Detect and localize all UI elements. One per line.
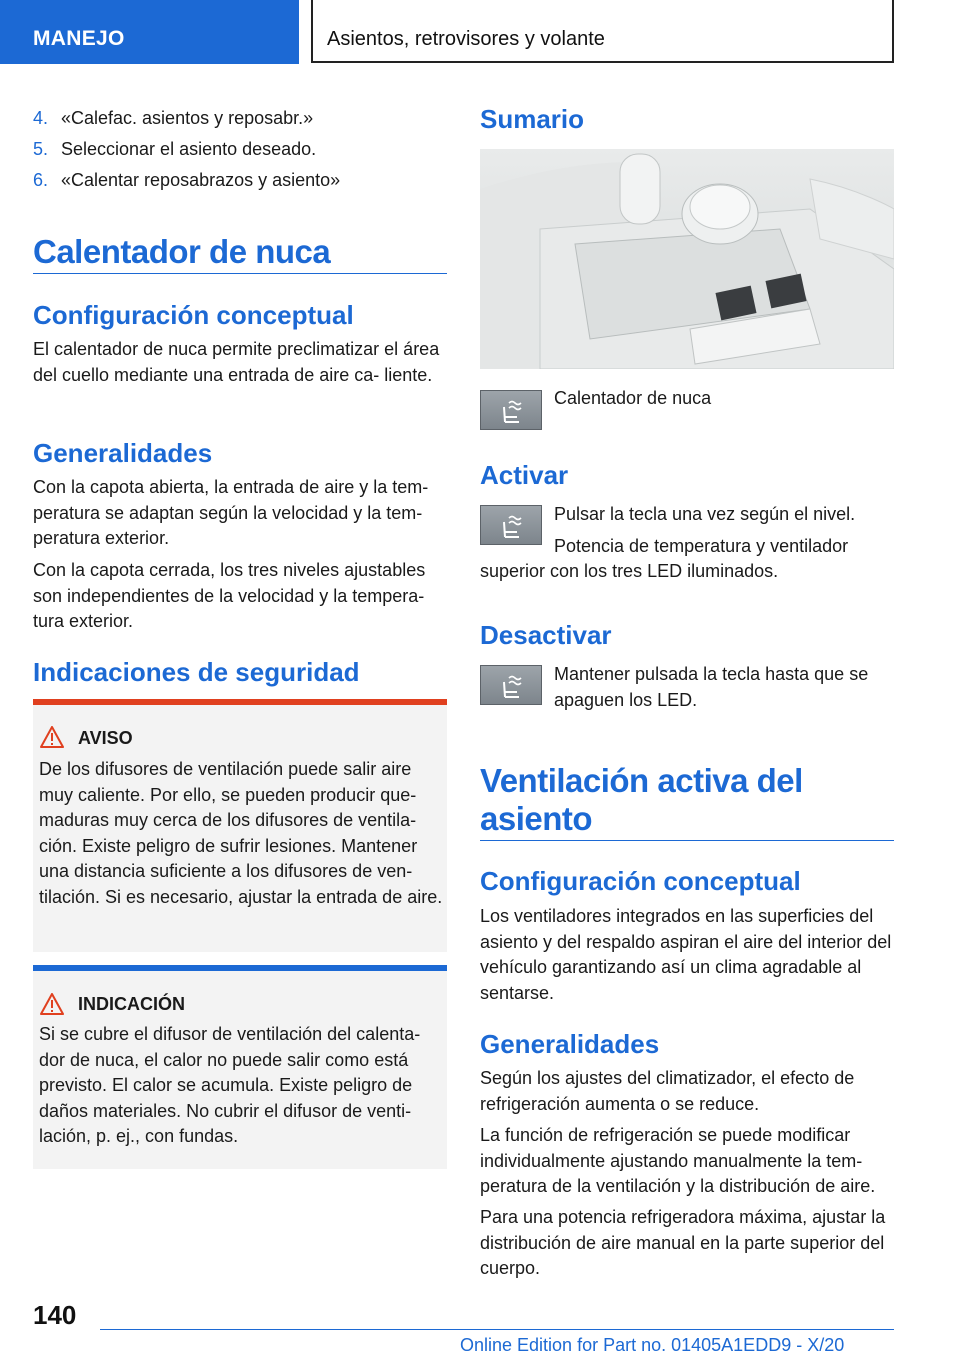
subheading-general: Generalidades — [480, 1029, 660, 1059]
notice-box — [33, 965, 447, 1169]
subheading-safety: Indicaciones de seguridad — [33, 657, 360, 687]
chapter-title: Asientos, retrovisores y volante — [327, 28, 605, 50]
key-caption: Calentador de nuca — [554, 388, 712, 408]
warning-bar — [33, 699, 447, 705]
heading-rule — [480, 840, 894, 841]
subheading-summary: Sumario — [480, 104, 585, 134]
warning-box — [33, 699, 447, 952]
general-paragraph: Con la capota abierta, la entrada de aire y la tem- peratura se adaptan según la velocidad y la tem- peratura exterior. — [33, 477, 429, 548]
subheading-concept: Configuración conceptual — [480, 866, 801, 896]
concept-paragraph: El calentador de nuca permite preclimatizar el área del cuello mediante una entrada de aire ca- liente. — [33, 339, 440, 385]
warning-text: De los difusores de ventilación puede salir aire muy caliente. Por ello, se pueden producir que- maduras muy cerca de los difusores de ventila- ción. Existe peligro de sufrir lesiones. Mantener una distancia suficiente a los difusores de ven- tilación. Si es necesario, ajustar la entrada de aire. — [39, 759, 443, 907]
edition-text: Online Edition for Part no. 01405A1EDD9 - X/20 — [460, 1335, 845, 1355]
step-item — [33, 168, 340, 192]
chapter-tab — [311, 0, 894, 63]
step-text: Seleccionar el asiento deseado. — [61, 139, 317, 159]
section-title: MANEJO — [33, 27, 125, 50]
section-heading: Calentador de nuca — [33, 233, 331, 270]
step-text: «Calentar reposabrazos y asiento» — [61, 170, 341, 190]
page-number: 140 — [33, 1300, 77, 1330]
concept-paragraph: Los ventiladores integrados en las superficies del asiento y del respaldo aspiran el aire del interior del vehículo garantizando así un clima agradable al sentarse. — [480, 906, 892, 1003]
notice-label: INDICACIÓN — [78, 994, 185, 1014]
subheading-activate: Activar — [480, 460, 569, 490]
notice-bar — [33, 965, 447, 971]
notice-text: Si se cubre el difusor de ventilación del calenta- dor de nuca, el calor no puede salir como está previsto. El calor se acumula. Existe peligro de daños materiales. No cubrir el difusor de venti- lación, p. ej., con fundas. — [39, 1024, 421, 1146]
general-paragraph: Para una potencia refrigeradora máxima, ajustar la distribución de aire manual en la parte superior del cuerpo. — [480, 1207, 886, 1278]
seat-heater-key-icon — [480, 390, 542, 430]
heading-rule — [33, 273, 447, 274]
console-illustration — [480, 149, 894, 369]
activate-step: Pulsar la tecla una vez según el nivel. — [554, 504, 856, 524]
seat-heater-key-icon — [480, 505, 542, 545]
step-item — [33, 137, 316, 161]
step-item — [33, 106, 313, 130]
center-console-photo — [480, 149, 894, 369]
general-paragraph: Con la capota cerrada, los tres niveles ajustables son independientes de la velocidad y la tempera- tura exterior. — [33, 560, 426, 631]
step-text: «Calefac. asientos y reposabr.» — [61, 108, 314, 128]
warning-triangle-icon — [40, 726, 64, 748]
footer-rule — [100, 1329, 894, 1330]
warning-label: AVISO — [78, 728, 133, 748]
seat-heater-key-icon — [480, 665, 542, 705]
warning-triangle-icon — [40, 993, 64, 1015]
subheading-deactivate: Desactivar — [480, 620, 612, 650]
step-number: 6. — [33, 170, 49, 190]
step-number: 5. — [33, 139, 49, 159]
step-number: 4. — [33, 108, 49, 128]
general-paragraph: Según los ajustes del climatizador, el efecto de refrigeración aumenta o se reduce. — [480, 1068, 855, 1114]
subheading-general: Generalidades — [33, 438, 213, 468]
activate-result-line1: Potencia de temperatura y ventilador — [554, 536, 849, 556]
activate-result-line2: superior con los tres LED iluminados. — [480, 561, 779, 581]
section-tab — [0, 0, 299, 64]
deactivate-text: Mantener pulsada la tecla hasta que se apaguen los LED. — [554, 664, 869, 710]
general-paragraph: La función de refrigeración se puede modificar individualmente ajustando manualmente la tem- peratura de la ventilación y la distribución de aire. — [480, 1125, 876, 1196]
subheading-concept: Configuración conceptual — [33, 300, 354, 330]
section-heading: Ventilación activa del asiento — [480, 762, 803, 837]
